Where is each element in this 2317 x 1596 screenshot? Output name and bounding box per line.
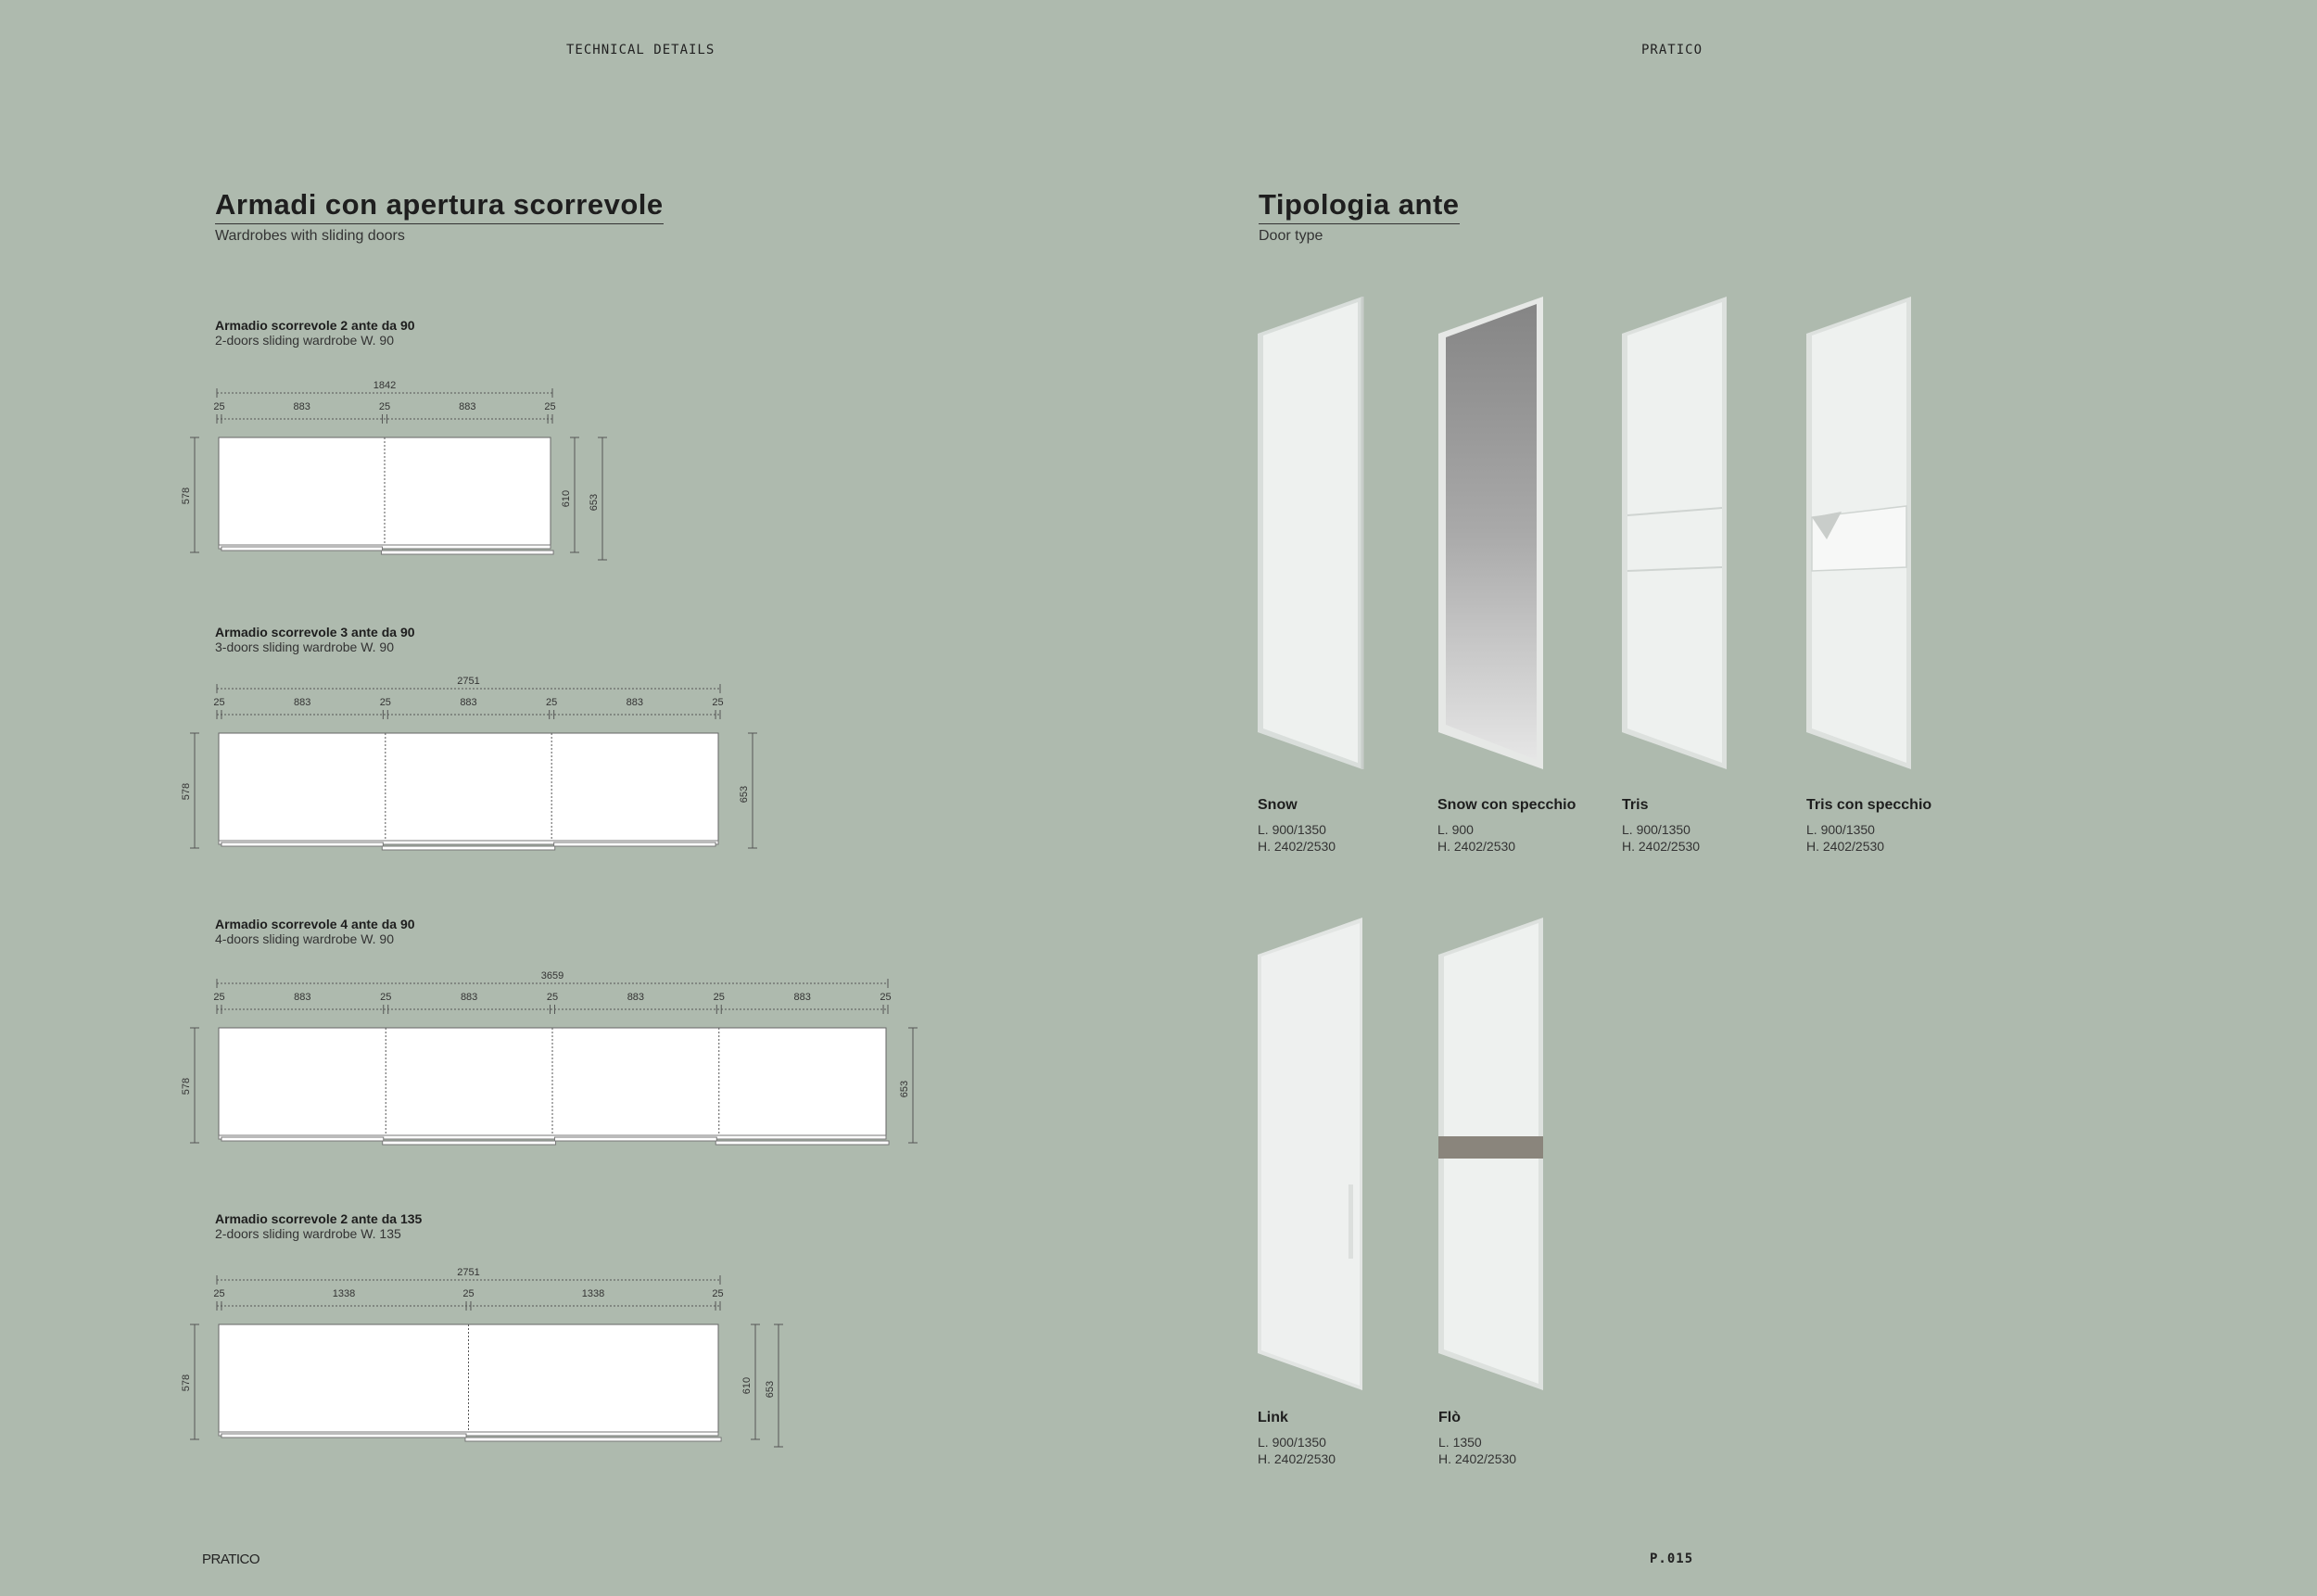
dimension-label: 653	[589, 493, 600, 512]
section-title: Armadio scorrevole 4 ante da 90	[215, 917, 415, 931]
wardrobe-body	[219, 733, 718, 842]
door-rail	[222, 1137, 384, 1141]
door-rail	[554, 842, 715, 846]
dimension-label: 883	[460, 992, 478, 1003]
door-card-tris	[1622, 797, 1700, 855]
door-name: Link	[1258, 1410, 1288, 1425]
dimension-label: 883	[626, 697, 644, 708]
dimension-label: 25	[213, 401, 225, 412]
dimension-label: 25	[712, 697, 724, 708]
door-rail	[465, 1438, 721, 1441]
wardrobe-section-2-doors-135	[215, 1211, 422, 1241]
section-subtitle: 4-doors sliding wardrobe W. 90	[215, 931, 394, 946]
dimension-label: 2751	[457, 676, 480, 687]
dimension-label: 25	[712, 1288, 724, 1299]
dimension-label: 25	[544, 401, 556, 412]
section-subtitle: 3-doors sliding wardrobe W. 90	[215, 640, 394, 654]
door-tris-image	[1620, 297, 1731, 779]
dimension-label: 25	[213, 992, 225, 1003]
dimension-label: 883	[460, 697, 477, 708]
door-name: Tris con specchio	[1806, 797, 1932, 813]
wardrobe-section-4-doors-90	[215, 917, 415, 946]
section-title: Armadio scorrevole 3 ante da 90	[215, 625, 415, 640]
door-width: L. 900/1350	[1258, 822, 1326, 837]
dimension-label: 25	[546, 697, 558, 708]
dimension-label: 1338	[332, 1288, 356, 1299]
dimension-label: 25	[213, 1288, 225, 1299]
section-subtitle: 2-doors sliding wardrobe W. 90	[215, 333, 394, 348]
door-height: H. 2402/2530	[1437, 839, 1516, 854]
dimension-label: 1842	[373, 380, 397, 391]
dimension-label: 25	[462, 1288, 475, 1299]
door-rail	[222, 547, 383, 551]
dimension-label: 653	[765, 1380, 776, 1399]
door-width: L. 900/1350	[1622, 822, 1690, 837]
header-brand-label: PRATICO	[1641, 43, 1703, 57]
door-link-image	[1256, 918, 1367, 1400]
page-subtitle-left: Wardrobes with sliding doors	[215, 228, 405, 244]
door-flo-image	[1437, 918, 1548, 1400]
door-name: Flò	[1438, 1410, 1461, 1425]
door-name: Snow con specchio	[1437, 797, 1576, 813]
dimension-label: 25	[380, 992, 392, 1003]
dimension-label: 883	[459, 401, 476, 412]
dimension-label: 1338	[581, 1288, 605, 1299]
dimension-label: 25	[713, 992, 725, 1003]
door-height: H. 2402/2530	[1622, 839, 1701, 854]
door-rail	[381, 551, 553, 554]
dimension-label: 25	[880, 992, 892, 1003]
dimension-label: 610	[561, 489, 572, 508]
dimension-label: 610	[741, 1376, 753, 1395]
door-width: L. 900	[1437, 822, 1474, 837]
door-name: Tris	[1622, 797, 1649, 813]
footer-logo: PRATICO	[202, 1552, 260, 1567]
door-snow-mirror-image	[1437, 297, 1548, 779]
section-title: Armadio scorrevole 2 ante da 135	[215, 1211, 423, 1226]
dimension-label: 883	[793, 992, 811, 1003]
door-card-snow-mirror	[1437, 797, 1576, 855]
page-title-right: Tipologia ante	[1259, 188, 1460, 224]
dimension-label: 3659	[540, 970, 564, 982]
door-name: Snow	[1258, 797, 1298, 813]
door-width: L. 900/1350	[1806, 822, 1875, 837]
section-title: Armadio scorrevole 2 ante da 90	[215, 318, 415, 333]
dimension-label: 883	[293, 697, 311, 708]
dimension-label: 578	[181, 1374, 192, 1392]
dimension-label: 883	[293, 401, 310, 412]
dimension-label: 883	[294, 992, 311, 1003]
door-height: H. 2402/2530	[1258, 839, 1336, 854]
door-card-tris-mirror	[1806, 797, 1931, 855]
door-card-link	[1258, 1410, 1336, 1467]
door-rail	[382, 846, 554, 850]
dimension-label: 25	[379, 697, 391, 708]
dimension-label: 653	[899, 1080, 910, 1098]
dimension-label: 578	[181, 782, 192, 801]
door-height: H. 2402/2530	[1438, 1451, 1517, 1466]
dimension-label: 25	[546, 992, 559, 1003]
door-snow-image	[1256, 297, 1367, 779]
wardrobe-section-2-doors-90	[215, 318, 415, 348]
wardrobe-section-3-doors-90	[215, 625, 415, 654]
door-height: H. 2402/2530	[1258, 1451, 1336, 1466]
dimension-label: 653	[739, 785, 750, 804]
door-height: H. 2402/2530	[1806, 839, 1885, 854]
dimension-label: 883	[627, 992, 645, 1003]
page-title-left: Armadi con apertura scorrevole	[215, 188, 664, 224]
page-subtitle-right: Door type	[1259, 228, 1323, 244]
page-number: P.015	[1650, 1552, 1694, 1566]
door-width: L. 900/1350	[1258, 1435, 1326, 1450]
door-card-snow	[1258, 797, 1336, 855]
door-width: L. 1350	[1438, 1435, 1482, 1450]
door-card-flo	[1438, 1410, 1516, 1467]
door-tris-mirror-image	[1804, 297, 1916, 779]
door-rail	[554, 1137, 716, 1141]
door-rail	[715, 1141, 889, 1145]
section-subtitle: 2-doors sliding wardrobe W. 135	[215, 1226, 401, 1241]
door-rail	[222, 1434, 466, 1438]
door-rail	[222, 842, 383, 846]
dimension-label: 578	[181, 1077, 192, 1096]
header-section-label: TECHNICAL DETAILS	[566, 43, 715, 57]
dimension-label: 578	[181, 487, 192, 505]
dimension-label: 25	[378, 401, 391, 412]
door-rail	[383, 1141, 556, 1145]
dimension-label: 25	[213, 697, 225, 708]
dimension-label: 2751	[457, 1267, 480, 1278]
